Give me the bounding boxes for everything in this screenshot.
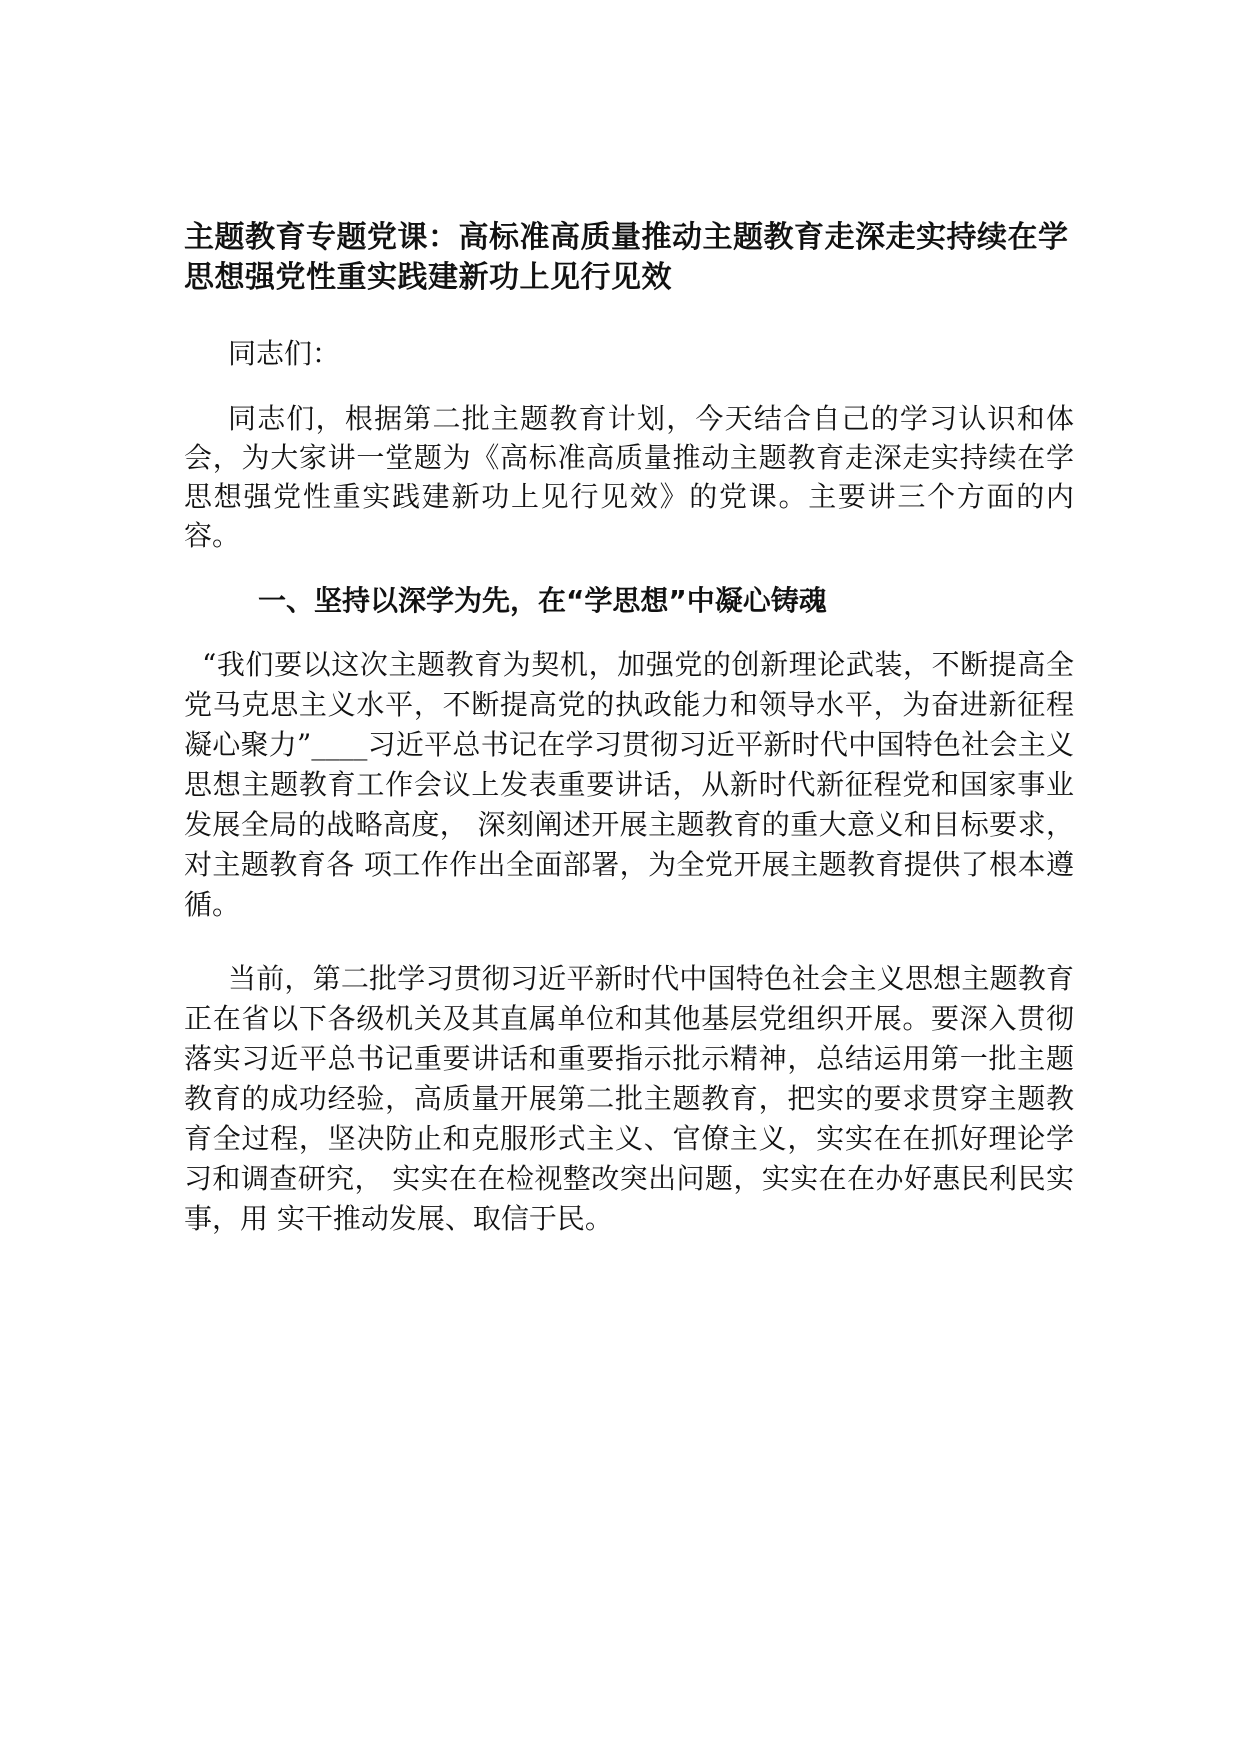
document-body	[184, 218, 1074, 1239]
quote-paragraph: “我们要以这次主题教育为契机，加强党的创新理论武装，不断提高全党马克思主义水平，不断提高党的执政能力和领导水平，为奋进新征程凝心聚力”____习近平总书记在学习贯彻习近平新时代中国特色社会主义思想主题教育工作会议上发表重要讲话，从新时代新征程党和国家事业发展全局的战略高度， 深刻阐述开展主题教育的重大意义和目标要求，对主题教育各 项工作作出全面部署，为全党开展主题教育提供了根本遵循。	[184, 648, 1074, 921]
closing-paragraph: 当前，第二批学习贯彻习近平新时代中国特色社会主义思想主题教育正在省以下各级机关及其直属单位和其他基层党组织开展。要深入贯彻落实习近平总书记重要讲话和重要指示批示精神，总结运用第一批主题教育的成功经验，高质量开展第二批主题教育，把实的要求贯穿主题教育全过程，坚决防止和克服形式主义、官僚主义，实实在在抓好理论学习和调查研究， 实实在在检视整改突出问题，实实在在办好惠民利民实事，用 实干推动发展、取信于民。	[184, 962, 1074, 1235]
greeting: 同志们：	[228, 337, 341, 370]
section-heading: 一、坚持以深学为先，在“学思想”中凝心铸魂	[258, 584, 827, 617]
document-title: 主题教育专题党课：高标准高质量推动主题教育走深走实持续在学思想强党性重实践建新功上见行见效	[184, 220, 1069, 295]
intro-paragraph: 同志们，根据第二批主题教育计划，今天结合自己的学习认识和体会，为大家讲一堂题为《高标准高质量推动主题教育走深走实持续在学思想强党性重实践建新功上见行见效》的党课。主要讲三个方面的内容。	[184, 402, 1074, 552]
